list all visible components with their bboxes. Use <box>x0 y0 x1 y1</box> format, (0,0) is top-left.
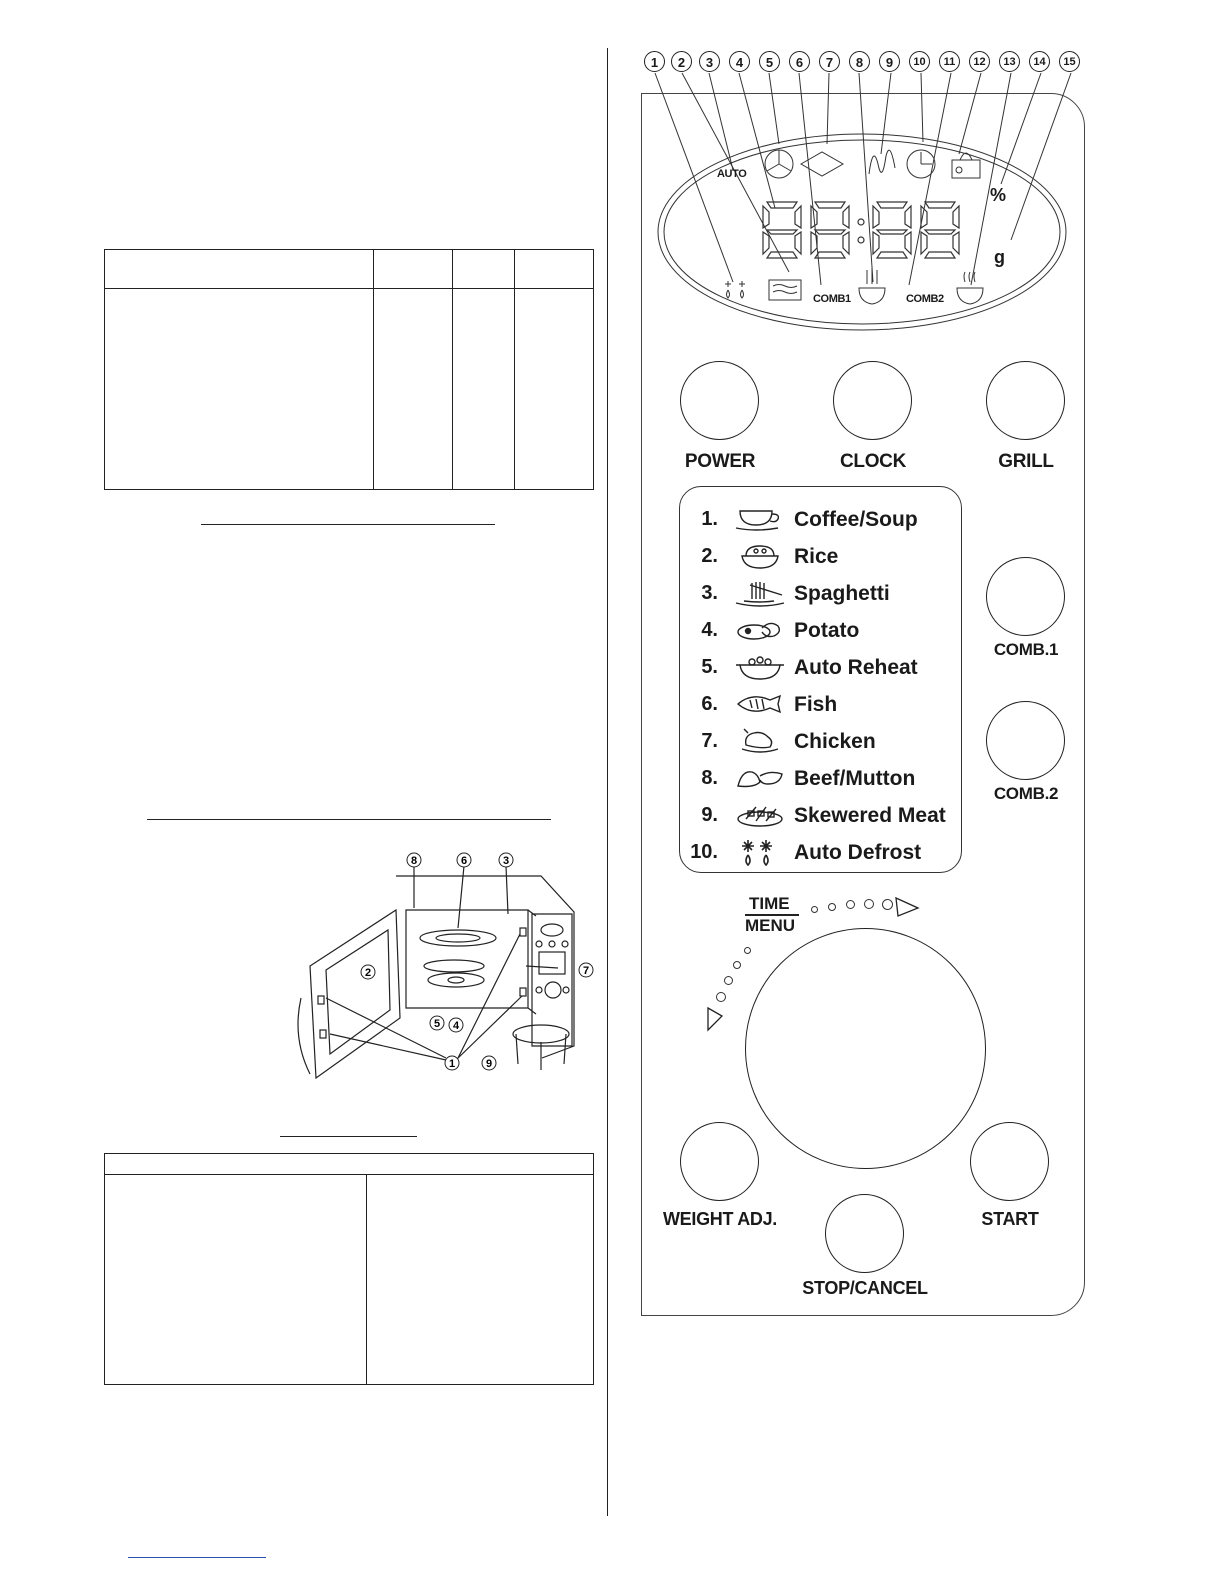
skewer-icon <box>734 801 786 829</box>
column-divider <box>607 48 608 1516</box>
callout-12: 12 <box>969 51 990 72</box>
heading-underline <box>147 819 551 820</box>
display-comb2-label: COMB2 <box>906 293 944 305</box>
callout-5: 5 <box>759 51 780 72</box>
rice-bowl-icon <box>734 542 786 570</box>
dial-indicator-dot <box>744 947 751 954</box>
callout-2: 2 <box>671 51 692 72</box>
menu-item-label: Auto Defrost <box>794 841 922 864</box>
callout-4: 4 <box>729 51 750 72</box>
heading-underline <box>201 524 495 525</box>
dial-indicator-dot <box>733 961 741 969</box>
clock-button-label: CLOCK <box>839 451 907 472</box>
dial-arrow-right-icon <box>894 896 920 918</box>
menu-item <box>680 687 963 724</box>
grill-button[interactable] <box>986 361 1065 440</box>
callout-11: 11 <box>939 51 960 72</box>
callout-14: 14 <box>1029 51 1050 72</box>
grill-button-label: GRILL <box>998 451 1054 472</box>
menu-item-label: Rice <box>794 545 839 568</box>
menu-item-number: 1. <box>701 508 718 530</box>
parts-callout-8: 8 <box>410 855 418 867</box>
dial-indicator-dot <box>828 903 836 911</box>
parts-callout-6: 6 <box>460 855 468 867</box>
parts-callout-5: 5 <box>433 1018 441 1030</box>
display-gram-label: g <box>994 247 1005 267</box>
callout-6: 6 <box>789 51 810 72</box>
stop-cancel-button[interactable] <box>825 1194 904 1273</box>
menu-item-number: 9. <box>701 804 718 826</box>
menu-item-number: 4. <box>701 619 718 641</box>
heading-underline <box>280 1136 417 1137</box>
callout-7: 7 <box>819 51 840 72</box>
parts-callout-2: 2 <box>364 967 372 979</box>
dial-indicator-dot <box>716 992 726 1002</box>
menu-item <box>680 576 963 613</box>
cup-icon <box>734 505 786 533</box>
weight-adj-button-label: WEIGHT ADJ. <box>662 1209 778 1229</box>
reheat-pot-icon <box>734 653 786 681</box>
comb2-button-label: COMB.2 <box>993 784 1059 803</box>
power-button[interactable] <box>680 361 759 440</box>
dial-indicator-dot <box>724 976 733 985</box>
display-percent-label: % <box>990 185 1007 205</box>
menu-item-number: 10. <box>690 841 718 863</box>
start-button[interactable] <box>970 1122 1049 1201</box>
spec-table-col-divider <box>514 250 515 489</box>
dial-indicator-dot <box>864 899 874 909</box>
menu-item-number: 7. <box>701 730 718 752</box>
menu-item <box>680 650 963 687</box>
menu-item <box>680 539 963 576</box>
menu-item-number: 6. <box>701 693 718 715</box>
menu-item <box>680 835 963 872</box>
spec-table <box>104 249 594 490</box>
parts-callout-7: 7 <box>582 965 590 977</box>
defrost-icon <box>734 838 786 866</box>
clock-button[interactable] <box>833 361 912 440</box>
display-auto-label: AUTO <box>717 168 747 180</box>
dial-label-time: TIME <box>749 894 790 913</box>
menu-item <box>680 724 963 761</box>
menu-item-number: 5. <box>701 656 718 678</box>
callout-8: 8 <box>849 51 870 72</box>
menu-item-label: Beef/Mutton <box>794 767 916 790</box>
callout-15: 15 <box>1059 51 1080 72</box>
dial-indicator-dot <box>882 899 893 910</box>
menu-item-label: Skewered Meat <box>794 804 946 827</box>
parts-callout-1: 1 <box>448 1058 456 1070</box>
beef-icon <box>734 764 786 792</box>
fish-icon <box>734 690 786 718</box>
dial-arrow-left-icon <box>704 1006 724 1032</box>
menu-item-number: 3. <box>701 582 718 604</box>
menu-item-label: Fish <box>794 693 838 716</box>
footer-link-underline <box>128 1557 266 1558</box>
callout-1: 1 <box>644 51 665 72</box>
lower-table-col-divider <box>366 1174 367 1384</box>
time-menu-dial[interactable] <box>745 928 986 1169</box>
stop-cancel-button-label: STOP/CANCEL <box>802 1278 928 1298</box>
power-button-label: POWER <box>684 451 756 472</box>
dial-label-menu: MENU <box>745 916 796 935</box>
spec-table-col-divider <box>373 250 374 489</box>
parts-callout-9: 9 <box>485 1058 493 1070</box>
menu-item-label: Spaghetti <box>794 582 890 605</box>
weight-adj-button[interactable] <box>680 1122 759 1201</box>
lower-table-header-divider <box>105 1174 593 1175</box>
menu-item-label: Potato <box>794 619 860 642</box>
callout-10: 10 <box>909 51 930 72</box>
menu-item <box>680 761 963 798</box>
display-comb1-label: COMB1 <box>813 293 851 305</box>
menu-item-number: 2. <box>701 545 718 567</box>
start-button-label: START <box>981 1209 1039 1229</box>
spec-table-header-divider <box>105 288 593 289</box>
callout-9: 9 <box>879 51 900 72</box>
menu-item <box>680 798 963 835</box>
potato-icon <box>734 616 786 644</box>
menu-item-label: Auto Reheat <box>794 656 918 679</box>
menu-item-number: 8. <box>701 767 718 789</box>
display-graphics <box>641 60 1085 340</box>
comb1-button[interactable] <box>986 557 1065 636</box>
oven-parts-figure <box>296 848 598 1084</box>
menu-item <box>680 502 963 539</box>
comb1-button-label: COMB.1 <box>993 640 1059 659</box>
menu-item-label: Chicken <box>794 730 876 753</box>
lower-table <box>104 1153 594 1385</box>
comb2-button[interactable] <box>986 701 1065 780</box>
parts-callout-4: 4 <box>452 1020 460 1032</box>
auto-menu-list <box>679 486 962 873</box>
menu-item <box>680 613 963 650</box>
spaghetti-icon <box>734 579 786 607</box>
callout-3: 3 <box>699 51 720 72</box>
menu-item-label: Coffee/Soup <box>794 508 918 531</box>
chicken-icon <box>734 727 786 755</box>
callout-13: 13 <box>999 51 1020 72</box>
dial-indicator-dot <box>811 906 818 913</box>
dial-indicator-dot <box>846 900 855 909</box>
parts-callout-3: 3 <box>502 855 510 867</box>
spec-table-col-divider <box>452 250 453 489</box>
